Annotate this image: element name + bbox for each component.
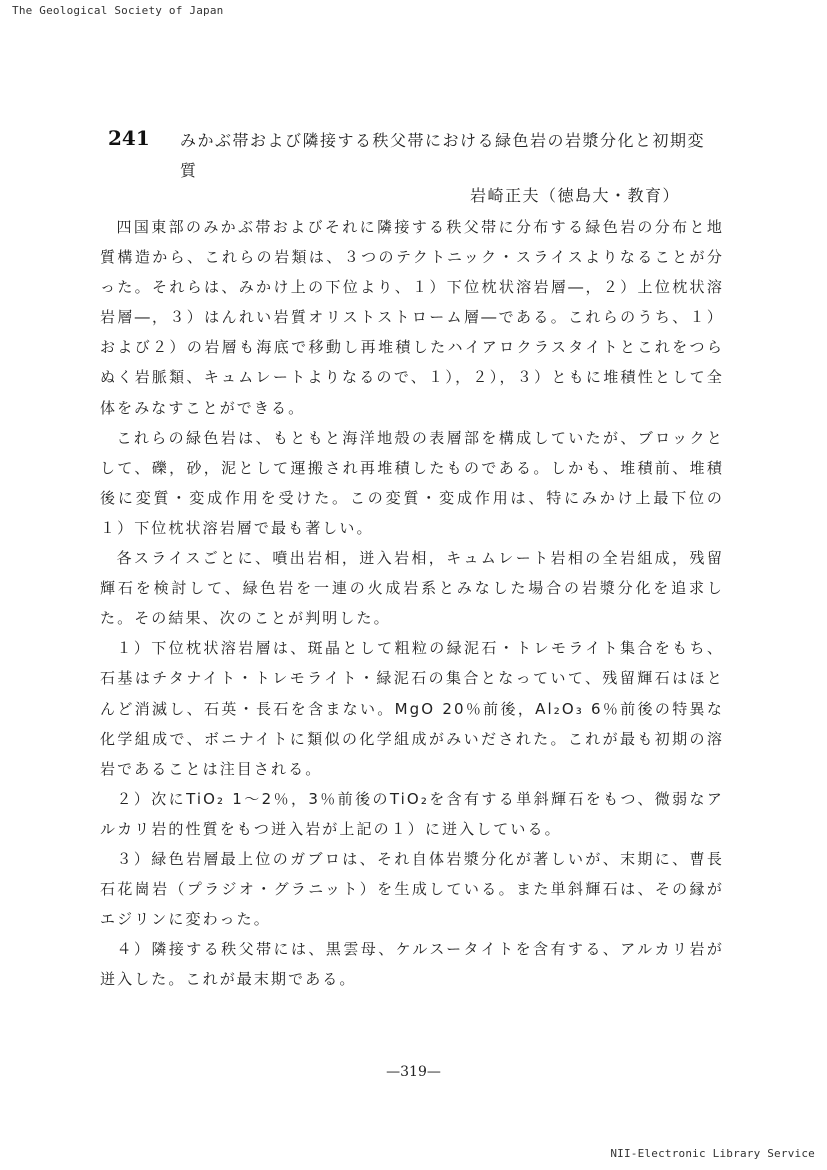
paragraph: 各スライスごとに、噴出岩相，迸入岩相，キュムレート岩相の全岩組成，残留輝石を検討して、緑色岩を一連の火成岩系とみなした場合の岩漿分化を追求した。その結果、次のことが判明した。: [100, 549, 724, 628]
paragraph: １）下位枕状溶岩層は、斑晶として粗粒の緑泥石・トレモライト集合をもち、石基はチタナイト・トレモライト・緑泥石の集合となっていて、残留輝石はほとんど消滅し、石英・長石を含まない。MgO 20％前後，Al₂O₃ 6％前後の特異な化学組成で、ボニナイトに類似の化学組成がみいだされた。これが最も初期の溶岩であることは注目される。: [100, 639, 724, 778]
society-header: The Geological Society of Japan: [12, 4, 224, 17]
paragraph: ２）次にTiO₂ 1～2％，3％前後のTiO₂を含有する単斜輝石をもつ、微弱なアルカリ岩的性質をもつ迸入岩が上記の１）に迸入している。: [100, 789, 724, 838]
author-affiliation: 岩崎正夫（徳島大・教育）: [470, 186, 681, 205]
library-service-footer: NII-Electronic Library Service: [610, 1147, 815, 1160]
abstract-body: [100, 212, 724, 994]
paragraph: ４）隣接する秩父帯には、黒雲母、ケルスータイトを含有する、アルカリ岩が迸入した。これが最末期である。: [100, 940, 724, 989]
abstract-number: 241: [108, 126, 150, 150]
paragraph: ３）緑色岩層最上位のガブロは、それ自体岩漿分化が著しいが、末期に、曹長石花崗岩（プラジオ・グラニット）を生成している。また単斜輝石は、その縁がエジリンに変わった。: [100, 849, 724, 929]
paragraph: 四国東部のみかぶ帯およびそれに隣接する秩父帯に分布する緑色岩の分布と地質構造から、これらの岩類は、３つのテクトニック・スライスよりなることが分った。それらは、みかけ上の下位より、１）下位枕状溶岩層―，２）上位枕状溶岩層―，３）はんれい岩質オリストストローム層―である。これらのうち、１）および２）の岩層も海底で移動し再堆積したハイアロクラスタイトとこれをつらぬく岩脈類、キュムレートよりなるので、１），２），３）ともに堆積性として全体をみなすことができる。: [100, 218, 724, 417]
abstract-title: みかぶ帯および隣接する秩父帯における緑色岩の岩漿分化と初期変質: [180, 131, 706, 180]
paragraph: これらの緑色岩は、もともと海洋地殻の表層部を構成していたが、ブロックとして、礫，砂，泥として運搬され再堆積したものである。しかも、堆積前、堆積後に変質・変成作用を受けた。この変質・変成作用は、特にみかけ上最下位の１）下位枕状溶岩層で最も著しい。: [100, 428, 724, 537]
page-number: —319—: [386, 1064, 441, 1080]
